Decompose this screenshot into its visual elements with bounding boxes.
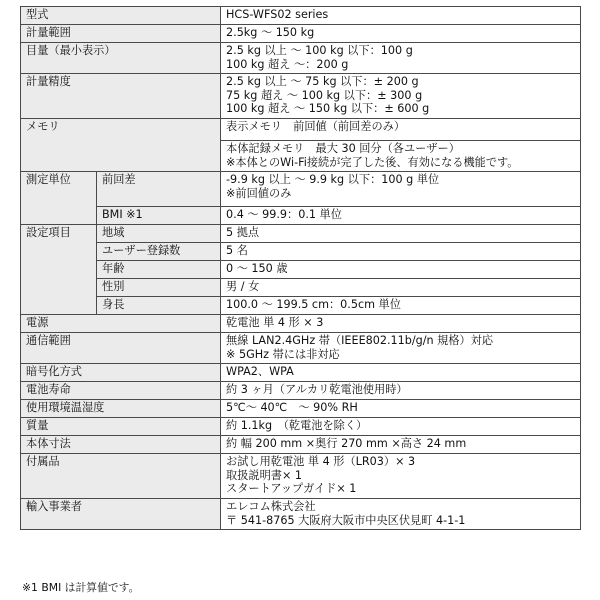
spec-row-accessories [21, 454, 581, 499]
spec-label-environment: 使用環境温湿度 [21, 400, 221, 418]
spec-value [221, 25, 581, 43]
spec-label-dimensions: 本体寸法 [21, 436, 221, 454]
spec-value-line: 0.4 ～ 99.9：0.1 単位 [226, 208, 342, 221]
spec-sublabel: 性別 [97, 279, 221, 297]
spec-row-settings [21, 279, 581, 297]
spec-value-line: 〒 541-8765 大阪府大阪市中央区伏見町 4-1-1 [226, 513, 466, 527]
spec-row-importer [21, 499, 581, 530]
spec-row-memory [21, 119, 581, 141]
spec-value-line: 表示メモリ 前回値（前回差のみ） [226, 120, 406, 133]
spec-value [221, 436, 581, 454]
spec-value-line: 約 3 ヶ月（アルカリ乾電池使用時） [226, 383, 408, 396]
spec-value [221, 418, 581, 436]
spec-value-line: お試し用乾電池 単 4 形（LR03）× 3 [226, 455, 416, 468]
spec-value-line: ※前回値のみ [226, 186, 292, 200]
spec-value [221, 315, 581, 333]
spec-value [221, 207, 581, 225]
spec-value-line: スタートアップガイド× 1 [226, 482, 357, 496]
spec-value-line: 5℃～ 40℃ ～ 90% RH [226, 401, 358, 414]
spec-label-power: 電源 [21, 315, 221, 333]
spec-row-mass [21, 418, 581, 436]
spec-label-mass: 質量 [21, 418, 221, 436]
spec-value-line: 取扱説明書× 1 [226, 468, 303, 482]
spec-value-line: WPA2、WPA [226, 365, 294, 378]
spec-row-comm [21, 333, 581, 364]
spec-label-accuracy: 計量精度 [21, 74, 221, 119]
spec-value [221, 243, 581, 261]
spec-label-settings: 設定項目 [21, 225, 97, 315]
spec-row-battery [21, 382, 581, 400]
spec-label-accessories: 付属品 [21, 454, 221, 499]
spec-row-dimensions [21, 436, 581, 454]
spec-value-line: -9.9 kg 以上 ～ 9.9 kg 以下：100 g 単位 [226, 173, 440, 186]
spec-row-settings [21, 261, 581, 279]
spec-sublabel: ユーザー登録数 [97, 243, 221, 261]
spec-value [221, 261, 581, 279]
spec-value [221, 333, 581, 364]
spec-value [221, 74, 581, 119]
spec-value-line: 2.5 kg 以上 ～ 75 kg 以下：± 200 g [226, 75, 419, 88]
spec-value-line: 本体記録メモリ 最大 30 回分（各ユーザー） [226, 142, 460, 155]
spec-value [221, 297, 581, 315]
spec-label-unit: 測定単位 [21, 172, 97, 225]
spec-value-line: 100 kg 超え ～ 150 kg 以下：± 600 g [226, 102, 430, 116]
spec-row-unit [21, 172, 581, 207]
spec-value-line: 約 1.1kg （乾電池を除く） [226, 419, 368, 432]
spec-row-settings [21, 225, 581, 243]
spec-value [221, 499, 581, 530]
footnote: ※1 BMI は計算値です。 [22, 581, 140, 594]
spec-sublabel: 前回差 [97, 172, 221, 207]
spec-row-settings [21, 243, 581, 261]
spec-label-encryption: 暗号化方式 [21, 364, 221, 382]
spec-value-line: 5 拠点 [226, 226, 260, 239]
spec-row-power [21, 315, 581, 333]
spec-sublabel: BMI ※1 [97, 207, 221, 225]
spec-value-line: 約 幅 200 mm ×奥行 270 mm ×高さ 24 mm [226, 437, 467, 450]
spec-row-environment [21, 400, 581, 418]
spec-label-battery: 電池寿命 [21, 382, 221, 400]
spec-label-scale: 目量（最小表示） [21, 43, 221, 74]
spec-sublabel: 年齢 [97, 261, 221, 279]
spec-value [221, 454, 581, 499]
spec-value [221, 141, 581, 172]
spec-value [221, 43, 581, 74]
spec-row-scale [21, 43, 581, 74]
spec-value [221, 119, 581, 141]
spec-sublabel: 身長 [97, 297, 221, 315]
spec-value [221, 364, 581, 382]
spec-value [221, 7, 581, 25]
spec-value [221, 225, 581, 243]
spec-value-line: エレコム株式会社 [226, 500, 316, 513]
spec-value-line: 100 kg 超え ～：200 g [226, 57, 349, 71]
spec-value-line: 5 名 [226, 244, 248, 257]
spec-row-unit [21, 207, 581, 225]
spec-value-line: 0 ～ 150 歳 [226, 262, 288, 275]
spec-value-line: 2.5 kg 以上 ～ 100 kg 以下：100 g [226, 44, 413, 57]
spec-value-line: 100.0 ～ 199.5 cm：0.5cm 単位 [226, 298, 401, 311]
spec-value-line: HCS-WFS02 series [226, 8, 329, 21]
spec-value-line: 2.5kg ～ 150 kg [226, 26, 315, 39]
spec-value-line: 75 kg 超え ～ 100 kg 以下：± 300 g [226, 88, 423, 102]
spec-value-line: 無線 LAN2.4GHz 帯（IEEE802.11b/g/n 規格）対応 [226, 334, 494, 347]
spec-row-encryption [21, 364, 581, 382]
spec-value-line: ※本体とのWi-Fi接続が完了した後、有効になる機能です。 [226, 155, 519, 169]
spec-value [221, 279, 581, 297]
spec-value [221, 400, 581, 418]
spec-value-line: ※ 5GHz 帯には非対応 [226, 347, 340, 361]
spec-value [221, 382, 581, 400]
spec-value-line: 乾電池 単 4 形 × 3 [226, 316, 324, 329]
spec-value-line: 男 / 女 [226, 280, 260, 293]
spec-label-range: 計量範囲 [21, 25, 221, 43]
spec-row-range [21, 25, 581, 43]
spec-label-importer: 輸入事業者 [21, 499, 221, 530]
spec-label-comm: 通信範囲 [21, 333, 221, 364]
spec-row-settings [21, 297, 581, 315]
spec-table [20, 6, 581, 530]
spec-row-model [21, 7, 581, 25]
spec-row-accuracy [21, 74, 581, 119]
spec-label-model: 型式 [21, 7, 221, 25]
spec-value [221, 172, 581, 207]
spec-sublabel: 地域 [97, 225, 221, 243]
spec-label-memory: メモリ [21, 119, 221, 172]
